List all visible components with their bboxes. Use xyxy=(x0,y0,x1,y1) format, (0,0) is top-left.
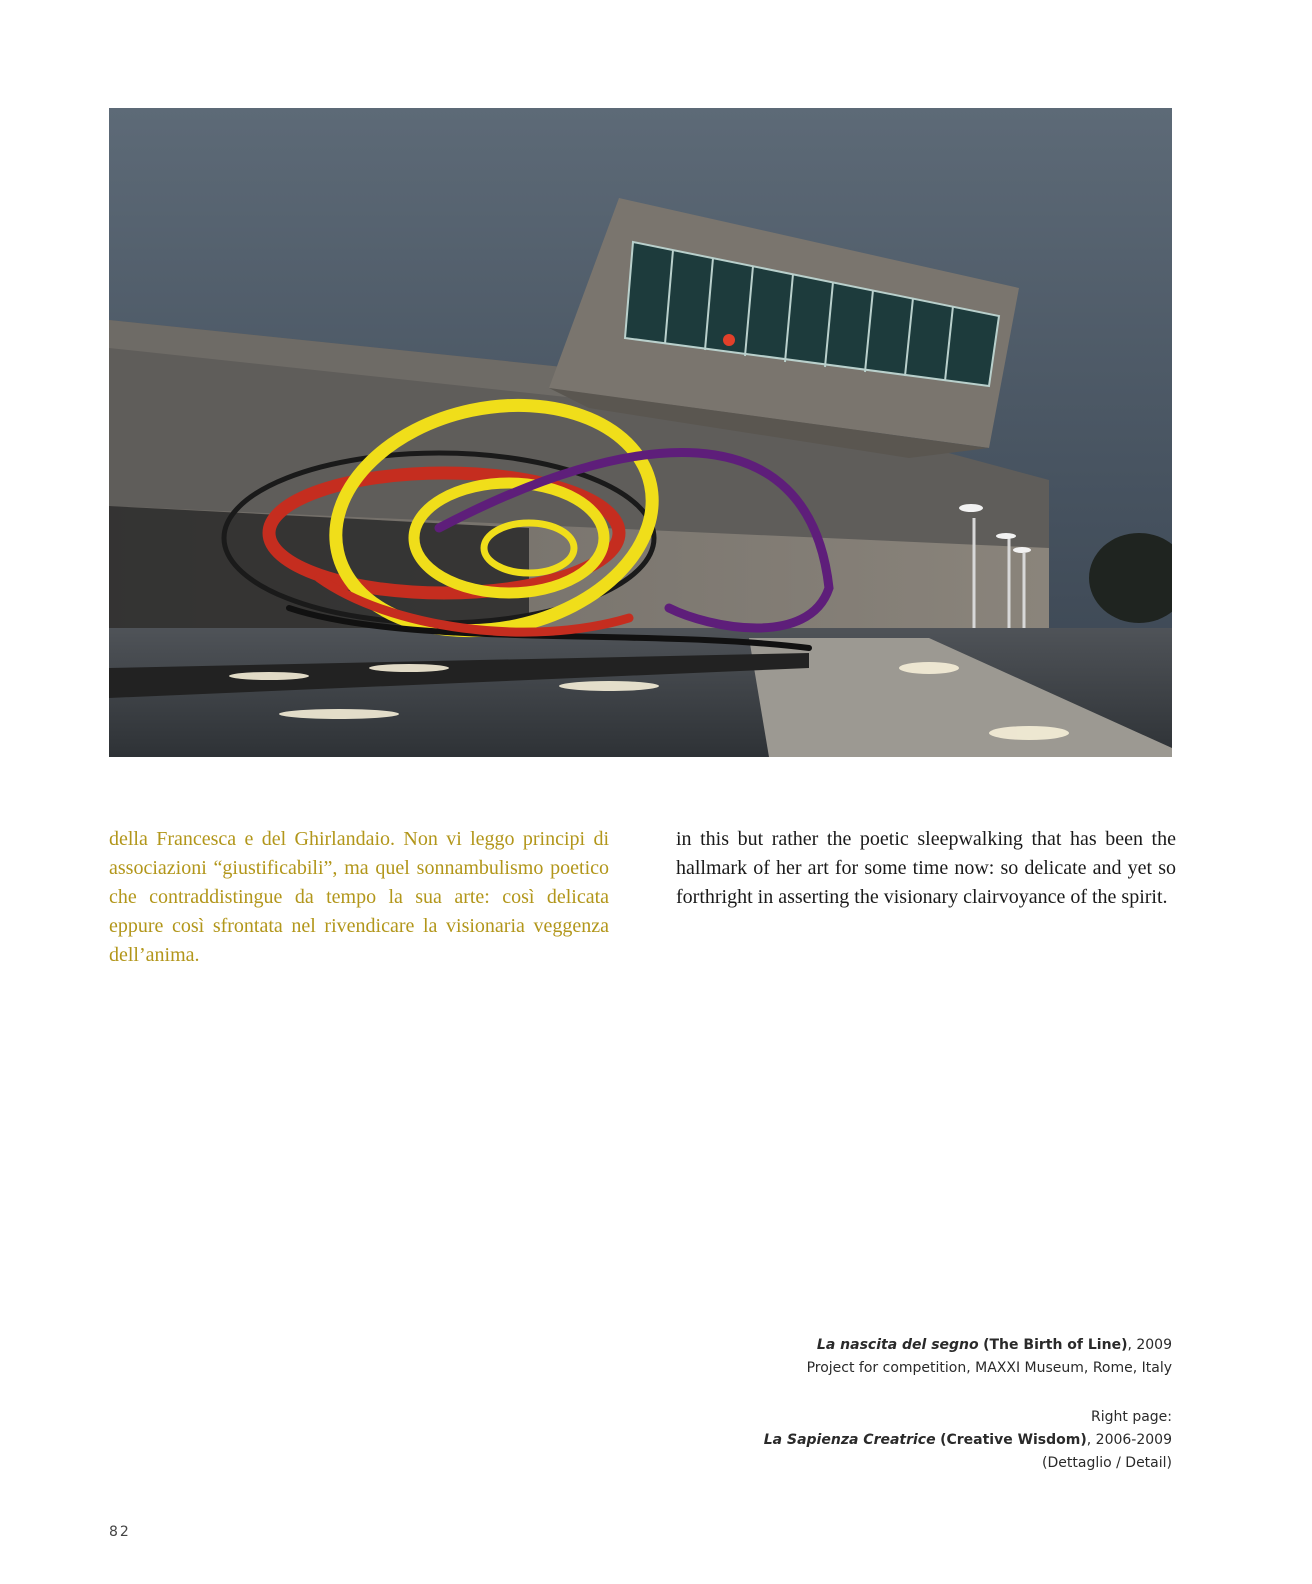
caption-1-title-italian: La nascita del segno xyxy=(816,1337,979,1353)
caption-1-year: , 2009 xyxy=(1127,1337,1172,1353)
caption-1-title-line xyxy=(572,1334,1172,1357)
caption-2-year: , 2006-2009 xyxy=(1086,1432,1172,1448)
caption-2-detail: (Dettaglio / Detail) xyxy=(1042,1455,1172,1471)
artwork-photo xyxy=(109,108,1172,757)
caption-1-description: Project for competition, MAXXI Museum, Rome, Italy xyxy=(806,1360,1172,1376)
caption-1-title-english: (The Birth of Line) xyxy=(983,1337,1128,1353)
caption-2-label: Right page: xyxy=(1091,1409,1172,1425)
english-text-column xyxy=(676,825,1176,912)
captions xyxy=(572,1334,1172,1475)
english-paragraph: in this but rather the poetic sleepwalking that has been the hallmark of her art for some time now: so delicate and yet so forthright in asserting the visionary clairvoyance of the spirit. xyxy=(676,828,1176,908)
photo-museum-sculpture xyxy=(109,108,1172,757)
caption-2-title-line xyxy=(572,1429,1172,1452)
page-number: 82 xyxy=(109,1524,131,1540)
italian-paragraph: della Francesca e del Ghirlandaio. Non vi leggo principi di associazioni “giustificabili”, ma quel sonnambulismo poetico che contraddistingue da tempo la sua arte: così delicata eppure così sfrontata nel rivendicare la visionaria veggenza dell’anima. xyxy=(109,828,609,966)
italian-text-column xyxy=(109,825,609,970)
caption-2-title-english: (Creative Wisdom) xyxy=(940,1432,1087,1448)
caption-2-title-italian: La Sapienza Creatrice xyxy=(763,1432,936,1448)
